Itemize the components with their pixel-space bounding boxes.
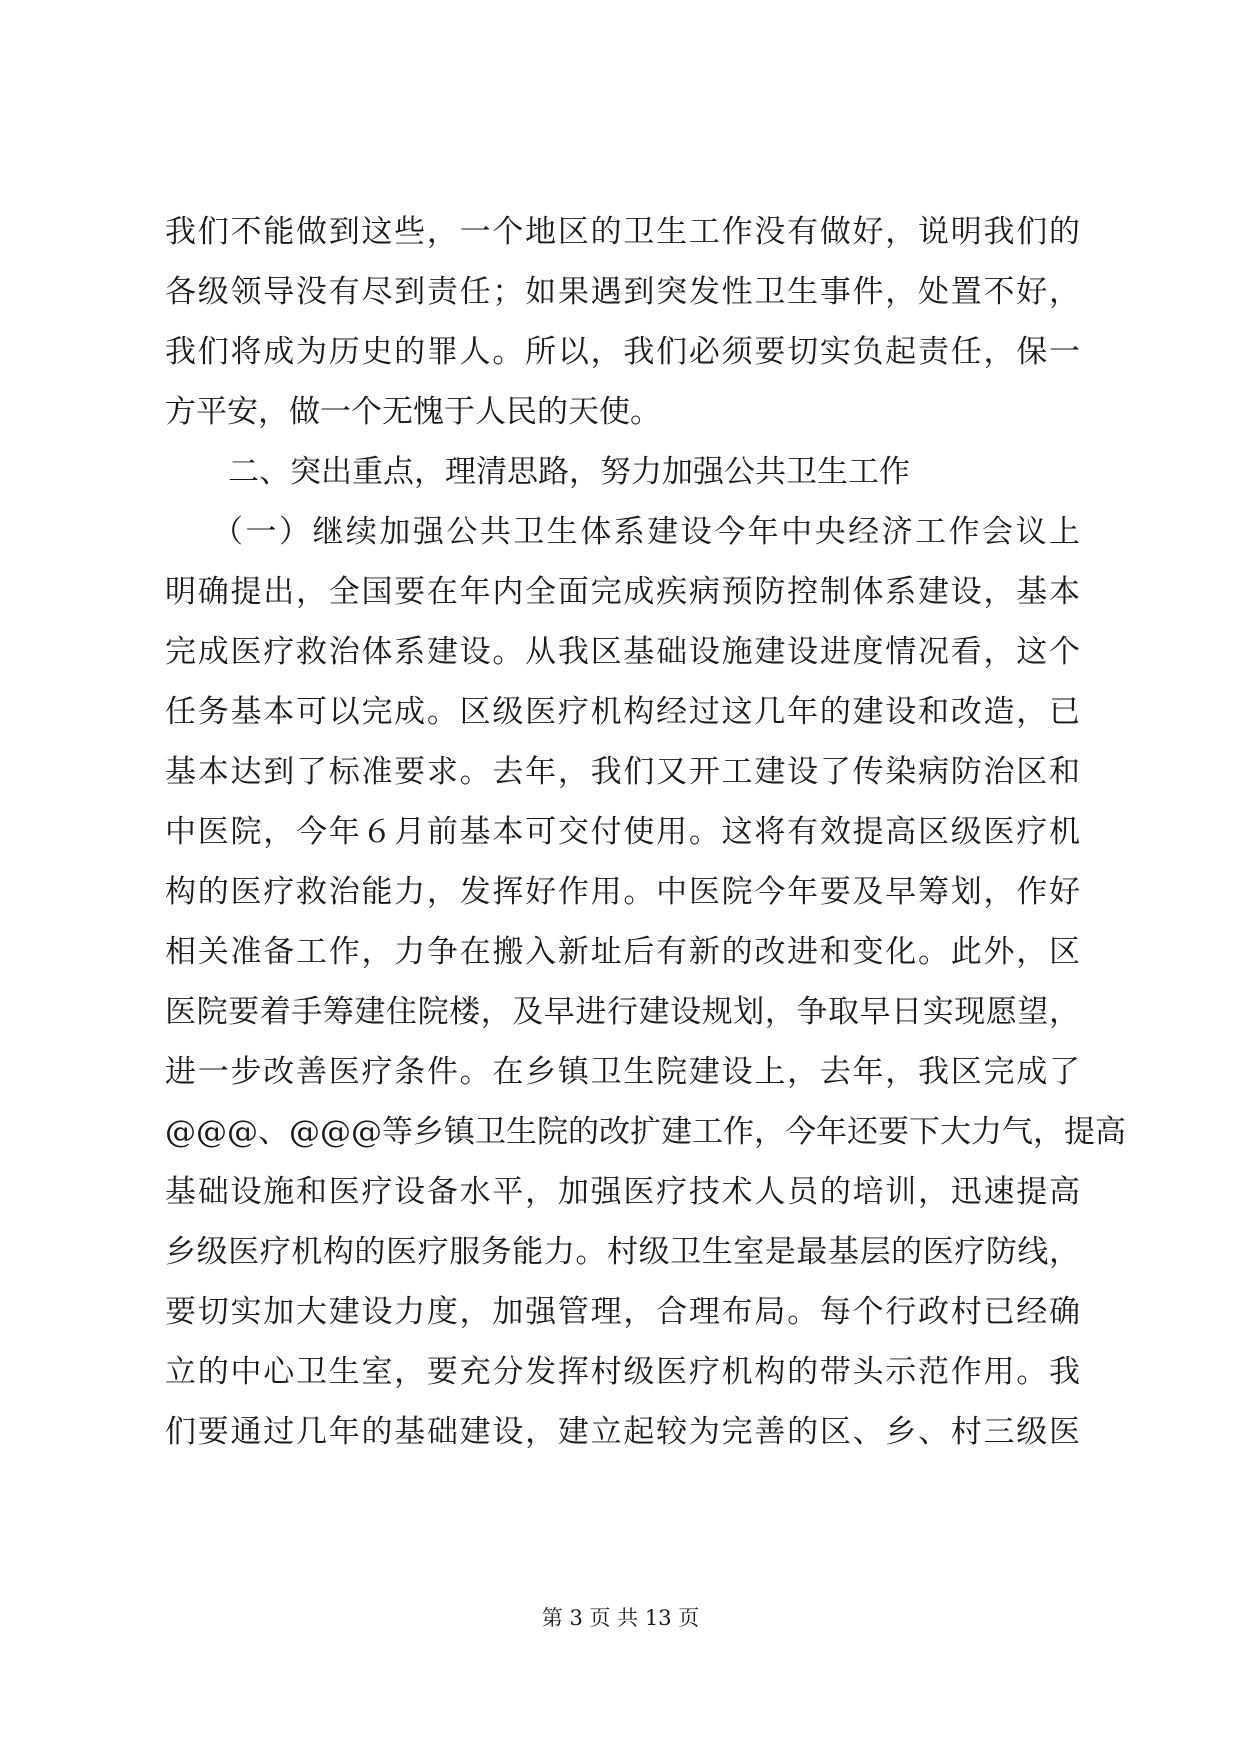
body-line: @@@、@@@等乡镇卫生院的改扩建工作，今年还要下大力气，提高 <box>165 1114 1126 1150</box>
body-line: 们要通过几年的基础建设，建立起较为完善的区、乡、村三级医 <box>165 1414 1080 1450</box>
body-line: 要切实加大建设力度，加强管理，合理布局。每个行政村已经确 <box>165 1294 1080 1330</box>
body-line: 方平安，做一个无愧于人民的天使。 <box>165 394 661 430</box>
body-line: 完成医疗救治体系建设。从我区基础设施建设进度情况看，这个 <box>165 634 1080 670</box>
body-line: 中医院，今年６月前基本可交付使用。这将有效提高区级医疗机 <box>165 814 1080 850</box>
page-footer: 第 3 页 共 13 页 <box>541 1606 700 1630</box>
body-line: 立的中心卫生室，要充分发挥村级医疗机构的带头示范作用。我 <box>165 1354 1080 1390</box>
body-line: 任务基本可以完成。区级医疗机构经过这几年的建设和改造，已 <box>165 694 1080 730</box>
subsection-first-line: （一）继续加强公共卫生体系建设今年中央经济工作会议上 <box>212 514 1080 550</box>
body-line: 我们将成为历史的罪人。所以，我们必须要切实负起责任，保一 <box>165 334 1080 370</box>
body-line: 我们不能做到这些，一个地区的卫生工作没有做好，说明我们的 <box>165 214 1080 250</box>
body-line: 进一步改善医疗条件。在乡镇卫生院建设上，去年，我区完成了 <box>165 1054 1080 1090</box>
body-line: 基础设施和医疗设备水平，加强医疗技术人员的培训，迅速提高 <box>165 1174 1080 1210</box>
section-heading: 二、突出重点，理清思路，努力加强公共卫生工作 <box>228 454 910 490</box>
body-line: 乡级医疗机构的医疗服务能力。村级卫生室是最基层的医疗防线， <box>165 1234 1080 1270</box>
body-line: 基本达到了标准要求。去年，我们又开工建设了传染病防治区和 <box>165 754 1080 790</box>
body-line: 各级领导没有尽到责任；如果遇到突发性卫生事件，处置不好， <box>165 274 1080 310</box>
body-line: 相关准备工作，力争在搬入新址后有新的改进和变化。此外，区 <box>165 934 1080 970</box>
body-line: 医院要着手筹建住院楼，及早进行建设规划，争取早日实现愿望， <box>165 994 1080 1030</box>
body-line: 构的医疗救治能力，发挥好作用。中医院今年要及早筹划，作好 <box>165 874 1080 910</box>
body-line: 明确提出，全国要在年内全面完成疾病预防控制体系建设，基本 <box>165 574 1080 610</box>
